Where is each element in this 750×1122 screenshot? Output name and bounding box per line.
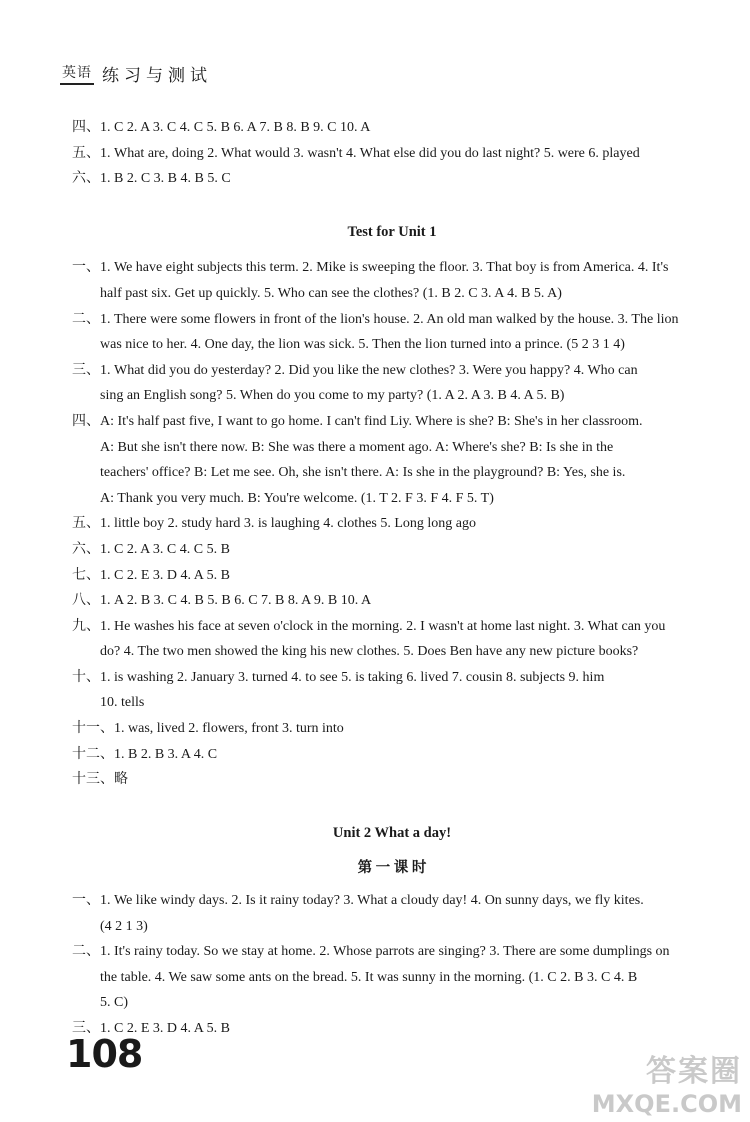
answer-line: 八、1. A 2. B 3. C 4. B 5. B 6. C 7. B 8. A 9. B 10. A <box>72 593 372 609</box>
answer-line: 10. tells <box>100 695 145 711</box>
answer-line: 四、A: It's half past five, I want to go home. I can't find Liy. Where is she? B: She's in her classroom. <box>72 413 643 429</box>
answer-line: 十三、略 <box>72 772 128 788</box>
answer-line: 三、1. What did you do yesterday? 2. Did you like the new clothes? 3. Were you happy? 4. Who can <box>72 362 638 378</box>
watermark-cn: 答案圈 <box>646 1054 742 1089</box>
answer-line: 二、1. There were some flowers in front of the lion's house. 2. An old man walked by the house. 3. The lion <box>72 311 679 327</box>
answer-block-test <box>72 255 712 792</box>
answer-line: 一、1. We have eight subjects this term. 2. Mike is sweeping the floor. 3. That boy is from America. 4. It's <box>72 260 669 276</box>
watermark-en: MXQE.COM <box>591 1090 742 1118</box>
answer-content <box>72 115 712 1042</box>
section-gap <box>72 192 712 220</box>
answer-line: A: But she isn't there now. B: She was there a moment ago. A: Where's she? B: Is she in the <box>100 439 614 455</box>
answer-line: teachers' office? B: Let me see. Oh, she isn't there. A: Is she in the playground? B: Yes, she is. <box>100 465 626 481</box>
page-header <box>60 58 212 88</box>
answer-line: half past six. Get up quickly. 5. Who can see the clothes? (1. B 2. C 3. A 4. B 5. A) <box>100 285 562 301</box>
answer-line: 九、1. He washes his face at seven o'clock in the morning. 2. I wasn't at home last night. 3. What can you <box>72 618 666 634</box>
answer-line: sing an English song? 5. When do you come to my party? (1. A 2. A 3. B 4. A 5. B) <box>100 388 565 404</box>
answer-line: 五、1. little boy 2. study hard 3. is laughing 4. clothes 5. Long long ago <box>72 516 477 532</box>
answer-block-prev <box>72 115 712 192</box>
answer-line: 四、1. C 2. A 3. C 4. C 5. B 6. A 7. B 8. B 9. C 10. A <box>72 120 371 135</box>
answer-line: 十二、1. B 2. B 3. A 4. C <box>72 746 218 762</box>
section-gap <box>72 846 712 856</box>
subject-label: 英语 <box>60 62 94 85</box>
page-number: 108 <box>66 1032 143 1076</box>
answer-line: 七、1. C 2. E 3. D 4. A 5. B <box>72 567 230 583</box>
book-title: 练习与测试 <box>102 65 212 86</box>
section-heading-lesson1: 第 一 课 时 <box>357 860 427 877</box>
section-gap <box>72 793 712 821</box>
answer-line: the table. 4. We saw some ants on the bread. 5. It was sunny in the morning. (1. C 2. B 3. C 4. B <box>100 969 638 985</box>
answer-line: 三、1. C 2. E 3. D 4. A 5. B <box>72 1021 230 1036</box>
section-heading-unit2: Unit 2 What a day! <box>332 824 452 841</box>
answer-line: 六、1. C 2. A 3. C 4. C 5. B <box>72 541 230 557</box>
answer-line: 十、1. is washing 2. January 3. turned 4. to see 5. is taking 6. lived 7. cousin 8. subjects 9. him <box>72 669 605 685</box>
answer-line: A: Thank you very much. B: You're welcome. (1. T 2. F 3. F 4. F 5. T) <box>100 490 494 506</box>
answer-line: 二、1. It's rainy today. So we stay at home. 2. Whose parrots are singing? 3. There are some dumplings on <box>72 944 670 960</box>
watermark <box>592 1046 742 1118</box>
answer-line: 六、1. B 2. C 3. B 4. B 5. C <box>72 171 231 187</box>
answer-line: 五、1. What are, doing 2. What would 3. wasn't 4. What else did you do last night? 5. were 6. played <box>72 145 640 161</box>
answer-line: 5. C) <box>100 995 128 1011</box>
answer-line: do? 4. The two men showed the king his new clothes. 5. Does Ben have any new picture books? <box>100 644 639 660</box>
answer-line: (4 2 1 3) <box>100 918 148 934</box>
answer-block-unit2-lines <box>72 888 712 1042</box>
answer-line: 十一、1. was, lived 2. flowers, front 3. turn into <box>72 721 344 737</box>
answer-line: 一、1. We like windy days. 2. Is it rainy today? 3. What a cloudy day! 4. On sunny days, we fly kites. <box>72 893 644 909</box>
answer-line: was nice to her. 4. One day, the lion was sick. 5. Then the lion turned into a prince. (5 2 3 1 4) <box>100 337 625 353</box>
section-heading-test-unit1: Test for Unit 1 <box>347 223 437 240</box>
